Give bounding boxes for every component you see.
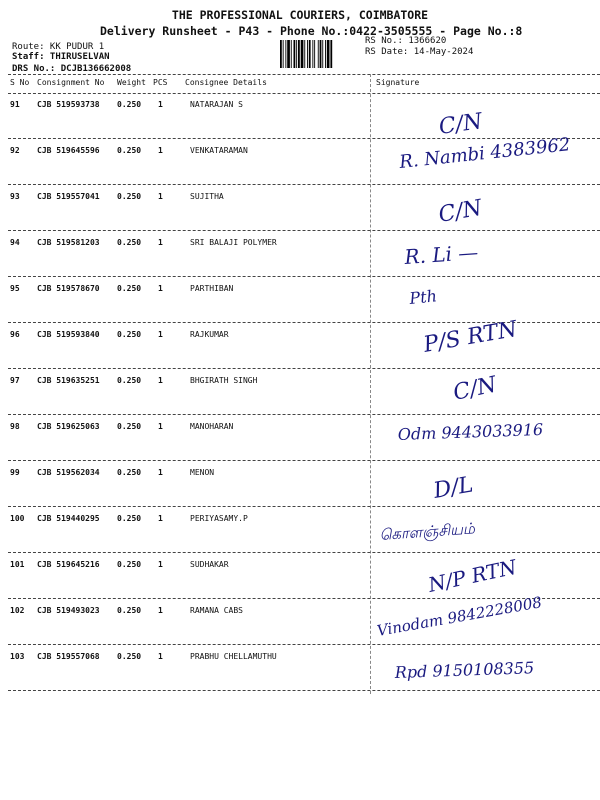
row-pcs: 1 [158,468,163,477]
handwritten-signature: D/L [431,472,476,504]
row-consignment-no: CJB 519593840 [37,330,100,339]
row-pcs: 1 [158,284,163,293]
column-header-sno: S No [10,78,30,87]
row-consignment-no: CJB 519645596 [37,146,100,155]
row-pcs: 1 [158,652,163,661]
row-sno: 95 [10,284,20,293]
row-consignee: SUJITHA [190,192,224,201]
row-divider [8,690,600,691]
row-consignment-no: CJB 519493023 [37,606,100,615]
row-weight: 0.250 [117,284,142,293]
row-weight: 0.250 [117,560,142,569]
handwritten-signature: R. Nambi 4383962 [398,134,572,173]
row-weight: 0.250 [117,468,142,477]
handwritten-signature: R. Li — [403,239,479,269]
row-pcs: 1 [158,146,163,155]
row-consignee: BHGIRATH SINGH [190,376,258,385]
row-pcs: 1 [158,192,163,201]
row-sno: 97 [10,376,20,385]
handwritten-signature: Odm 9443033916 [397,419,544,444]
row-divider [8,460,600,461]
row-weight: 0.250 [117,238,142,247]
column-header-consignment: Consignment No [37,78,105,87]
row-consignment-no: CJB 519625063 [37,422,100,431]
row-consignment-no: CJB 519557041 [37,192,100,201]
route-label: Route: KK PUDUR 1 [12,42,105,52]
row-divider [8,552,600,553]
rs-number: RS No.: 1366620 [365,36,447,46]
row-sno: 96 [10,330,20,339]
row-sno: 101 [10,560,25,569]
row-consignee: RAMANA CABS [190,606,243,615]
row-sno: 91 [10,100,20,109]
row-consignee: PERIYASAMY.P [190,514,248,523]
row-divider [8,598,600,599]
row-divider [8,276,600,277]
row-weight: 0.250 [117,652,142,661]
row-weight: 0.250 [117,146,142,155]
row-sno: 103 [10,652,25,661]
row-consignment-no: CJB 519578670 [37,284,100,293]
row-divider [8,368,600,369]
row-consignment-no: CJB 519581203 [37,238,100,247]
row-consignment-no: CJB 519440295 [37,514,100,523]
row-sno: 94 [10,238,20,247]
column-header-signature: Signature [376,78,420,87]
row-sno: 100 [10,514,25,523]
row-pcs: 1 [158,606,163,615]
row-sno: 98 [10,422,20,431]
row-divider [8,138,600,139]
row-pcs: 1 [158,330,163,339]
column-header-pcs: PCS [153,78,168,87]
handwritten-signature: Vinodam 9842228008 [375,593,544,640]
row-weight: 0.250 [117,192,142,201]
row-pcs: 1 [158,560,163,569]
row-consignee: MENON [190,468,215,477]
company-name: THE PROFESSIONAL COURIERS, COIMBATORE [171,8,429,22]
row-consignee: PRABHU CHELLAMUTHU [190,652,277,661]
row-weight: 0.250 [117,606,142,615]
header-bottom-divider [8,93,600,94]
row-divider [8,322,600,323]
row-divider [8,414,600,415]
handwritten-signature: C/N [436,195,484,228]
handwritten-signature: P/S RTN [421,316,519,358]
row-pcs: 1 [158,514,163,523]
handwritten-signature: C/N [451,372,499,406]
row-consignee: VENKATARAMAN [190,146,248,155]
handwritten-signature: Rpd 9150108355 [394,658,535,682]
row-consignee: SUDHAKAR [190,560,229,569]
row-weight: 0.250 [117,376,142,385]
row-pcs: 1 [158,422,163,431]
row-divider [8,184,600,185]
row-pcs: 1 [158,376,163,385]
row-consignee: MANOHARAN [190,422,234,431]
row-consignee: NATARAJAN S [190,100,243,109]
rs-date: RS Date: 14-May-2024 [365,47,474,57]
drs-number: DRS No.: DCJB136662008 [12,64,132,74]
row-pcs: 1 [158,100,163,109]
row-weight: 0.250 [117,514,142,523]
row-divider [8,506,600,507]
handwritten-signature: C/N [437,109,484,140]
row-divider [8,644,600,645]
row-consignment-no: CJB 519557068 [37,652,100,661]
row-consignee: PARTHIBAN [190,284,234,293]
row-consignment-no: CJB 519593738 [37,100,100,109]
runsheet-title: Delivery Runsheet - P43 - Phone No.:0422-3505555 - Page No.:8 [100,24,523,38]
staff-label: Staff: THIRUSELVAN [12,52,110,62]
barcode-image [280,40,360,68]
row-sno: 93 [10,192,20,201]
handwritten-signature: Pth [408,286,438,308]
column-header-weight: Weight [117,78,146,87]
row-pcs: 1 [158,238,163,247]
row-consignment-no: CJB 519635251 [37,376,100,385]
row-sno: 102 [10,606,25,615]
row-consignment-no: CJB 519562034 [37,468,100,477]
signature-column-divider [370,74,371,694]
row-weight: 0.250 [117,422,142,431]
row-sno: 99 [10,468,20,477]
header-top-divider [8,74,600,75]
handwritten-signature: கொளஞ்சியம் [379,519,476,544]
row-divider [8,230,600,231]
row-consignee: RAJKUMAR [190,330,229,339]
handwritten-signature: N/P RTN [426,554,519,597]
column-header-consignee: Consignee Details [185,78,267,87]
row-weight: 0.250 [117,330,142,339]
row-consignee: SRI BALAJI POLYMER [190,238,277,247]
row-weight: 0.250 [117,100,142,109]
row-sno: 92 [10,146,20,155]
row-consignment-no: CJB 519645216 [37,560,100,569]
